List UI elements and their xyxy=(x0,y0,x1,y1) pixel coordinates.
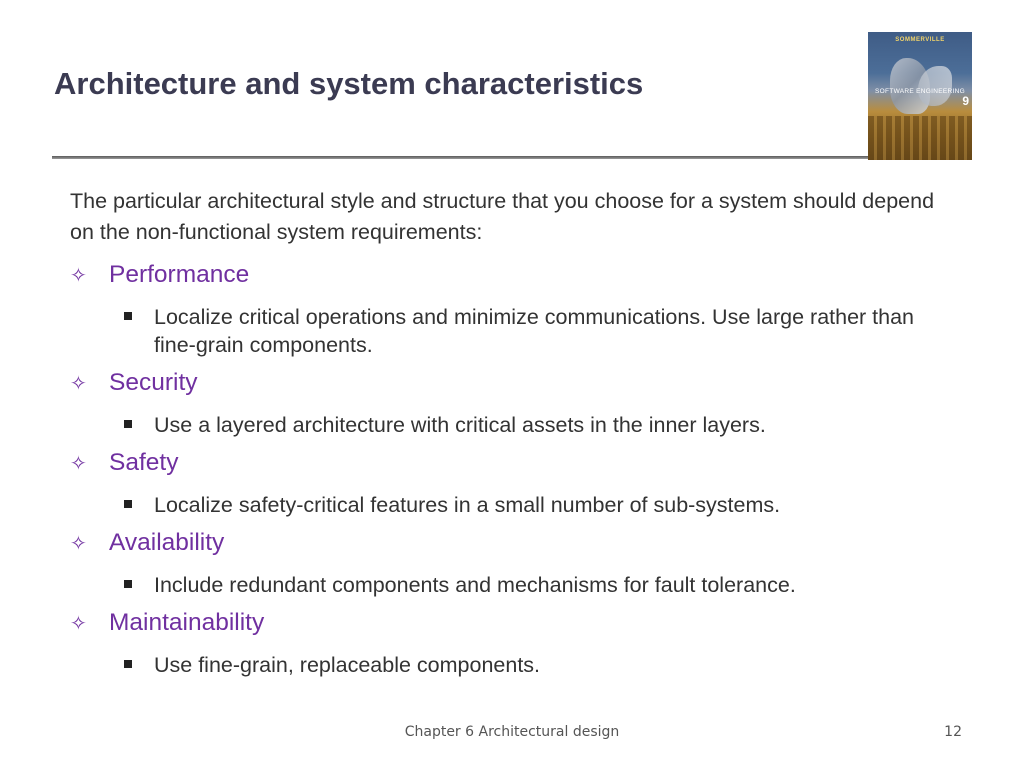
list-item xyxy=(70,261,950,295)
list-item xyxy=(70,609,950,643)
characteristics-list xyxy=(70,261,950,689)
cover-brand: SOMMERVILLE xyxy=(895,37,945,43)
list-item-detail xyxy=(70,651,950,679)
intro-paragraph: The particular architectural style and structure that you choose for a system should depend on the non-functional system requirements: xyxy=(70,189,935,244)
title-divider xyxy=(52,156,870,159)
square-bullet-icon xyxy=(124,420,132,428)
square-bullet-icon xyxy=(124,660,132,668)
characteristic-detail: Use fine-grain, replaceable components. xyxy=(154,653,541,677)
four-point-star-icon: ✧ xyxy=(70,531,87,555)
four-point-star-icon: ✧ xyxy=(70,611,87,635)
square-bullet-icon xyxy=(124,580,132,588)
list-item xyxy=(70,369,950,403)
list-item-detail xyxy=(70,411,950,439)
footer-chapter: Chapter 6 Architectural design xyxy=(404,724,620,740)
list-item-detail xyxy=(70,303,950,359)
list-item-detail xyxy=(70,571,950,599)
list-item xyxy=(70,449,950,483)
cover-edition: 9 xyxy=(962,94,969,108)
slide-title: Architecture and system characteristics xyxy=(54,66,644,101)
characteristic-label: Security xyxy=(109,369,198,396)
characteristic-detail: Localize critical operations and minimize communications. Use large rather than fine-grain components. xyxy=(154,305,915,357)
list-item xyxy=(70,529,950,563)
characteristic-label: Safety xyxy=(109,449,179,476)
cover-title: SOFTWARE ENGINEERING xyxy=(875,88,965,95)
square-bullet-icon xyxy=(124,500,132,508)
page-number: 12 xyxy=(944,724,962,740)
square-bullet-icon xyxy=(124,312,132,320)
four-point-star-icon: ✧ xyxy=(70,451,87,475)
four-point-star-icon: ✧ xyxy=(70,371,87,395)
book-cover-image xyxy=(868,32,972,160)
characteristic-label: Maintainability xyxy=(109,609,265,636)
characteristic-detail: Use a layered architecture with critical assets in the inner layers. xyxy=(154,413,766,437)
characteristic-label: Availability xyxy=(109,529,225,556)
characteristic-detail: Include redundant components and mechanisms for fault tolerance. xyxy=(154,573,796,597)
characteristic-detail: Localize safety-critical features in a small number of sub-systems. xyxy=(154,493,781,517)
characteristic-label: Performance xyxy=(109,261,250,288)
four-point-star-icon: ✧ xyxy=(70,263,87,287)
list-item-detail xyxy=(70,491,950,519)
cover-building-shape xyxy=(918,66,952,106)
cover-floor-shape xyxy=(868,116,972,160)
